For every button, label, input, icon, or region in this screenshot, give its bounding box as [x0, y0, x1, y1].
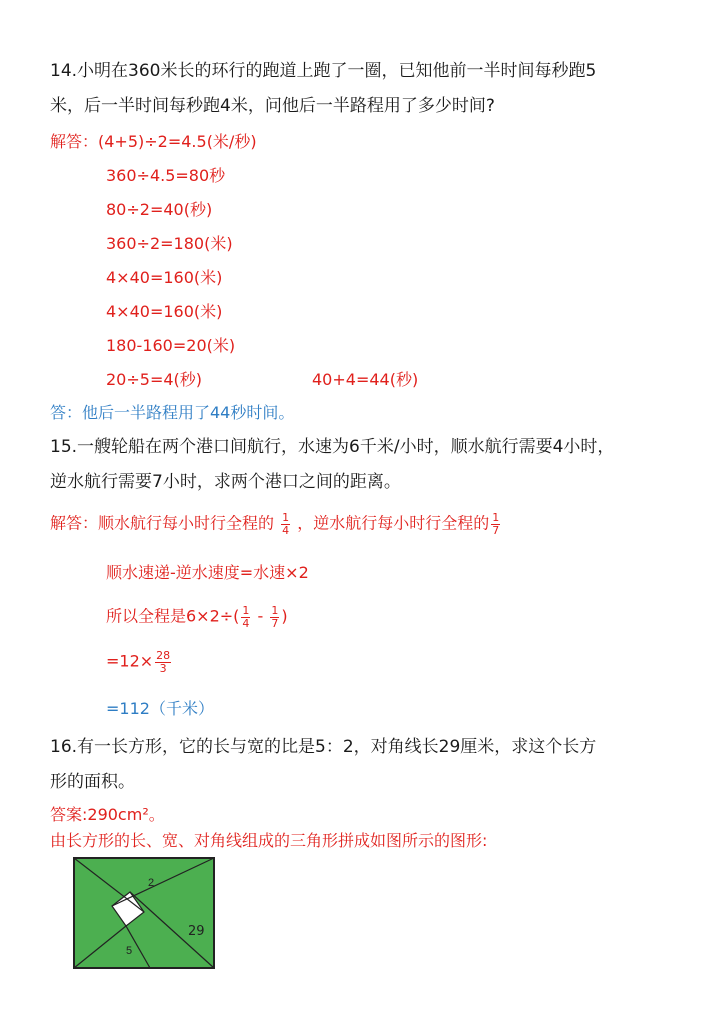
fraction-one-seventh	[491, 512, 500, 536]
fraction-numerator: 1	[242, 604, 250, 617]
a14-step: 360÷4.5=80秒	[106, 166, 226, 185]
a15-line4-text: =12×	[106, 651, 154, 671]
figure-label-bottom: 5	[126, 945, 133, 957]
a15-line3-text: 所以全程是6×2÷(	[106, 606, 240, 626]
a14-step: 4×40=160(米)	[106, 268, 223, 287]
a15-line2: 顺水速递-逆水速度=水速×2	[106, 563, 309, 582]
minus-sign: -	[257, 606, 264, 626]
figure-svg	[70, 854, 220, 972]
q14-line1: 14.小明在360米长的环行的跑道上跑了一圈，已知他前一半时间每秒跑5	[50, 61, 597, 81]
a15-line1-text-2: ，逆水航行每小时行全程的	[297, 513, 490, 533]
a14-step: 4×40=160(米)	[106, 302, 223, 321]
a14-step: 20÷5=4(秒)	[106, 370, 203, 389]
a14-step: 80÷2=40(秒)	[106, 200, 213, 219]
fraction-numerator: 1	[282, 511, 290, 524]
q15-line1: 15.一艘轮船在两个港口间航行，水速为6千米/小时，顺水航行需要4小时，	[50, 437, 615, 457]
figure-label-side: 29	[188, 924, 205, 939]
a15-line1-text: 解答：顺水航行每小时行全程的	[50, 513, 275, 533]
figure-label-top: 2	[148, 877, 155, 889]
a15-line5: =112（千米）	[106, 699, 214, 718]
a15-line1	[50, 512, 502, 536]
fraction-denominator: 3	[159, 661, 167, 675]
q14-line2: 米，后一半时间每秒跑4米，问他后一半路程用了多少时间?	[50, 96, 495, 116]
fraction-one-quarter	[281, 512, 290, 536]
fraction-numerator: 28	[156, 649, 171, 662]
fraction-one-quarter	[241, 605, 250, 629]
q16-line2: 形的面积。	[50, 772, 135, 792]
fraction-28-thirds	[155, 650, 171, 674]
a15-line3	[106, 605, 288, 629]
a16-explain: 由长方形的长、宽、对角线组成的三角形拼成如图所示的图形:	[50, 831, 488, 850]
a14-step: 180-160=20(米)	[106, 336, 236, 355]
pythagoras-square-figure	[70, 854, 220, 976]
fraction-denominator: 7	[492, 523, 500, 537]
a14-step: 360÷2=180(米)	[106, 234, 233, 253]
fraction-one-seventh	[270, 605, 279, 629]
a14-first: 解答：(4+5)÷2=4.5(米/秒)	[50, 132, 257, 151]
a16-answer: 答案:290cm²。	[50, 805, 165, 824]
a14-answer: 答：他后一半路程用了44秒时间。	[50, 403, 295, 422]
fraction-numerator: 1	[271, 604, 279, 617]
fraction-denominator: 4	[282, 523, 290, 537]
a15-line4	[106, 650, 173, 674]
fraction-denominator: 4	[242, 616, 250, 630]
q15-line2: 逆水航行需要7小时，求两个港口之间的距离。	[50, 472, 401, 492]
close-paren: )	[281, 606, 288, 626]
q16-line1: 16.有一长方形，它的长与宽的比是5：2，对角线长29厘米，求这个长方	[50, 737, 597, 757]
fraction-numerator: 1	[492, 511, 500, 524]
a14-step-extra: 40+4=44(秒)	[312, 370, 419, 389]
fraction-denominator: 7	[271, 616, 279, 630]
